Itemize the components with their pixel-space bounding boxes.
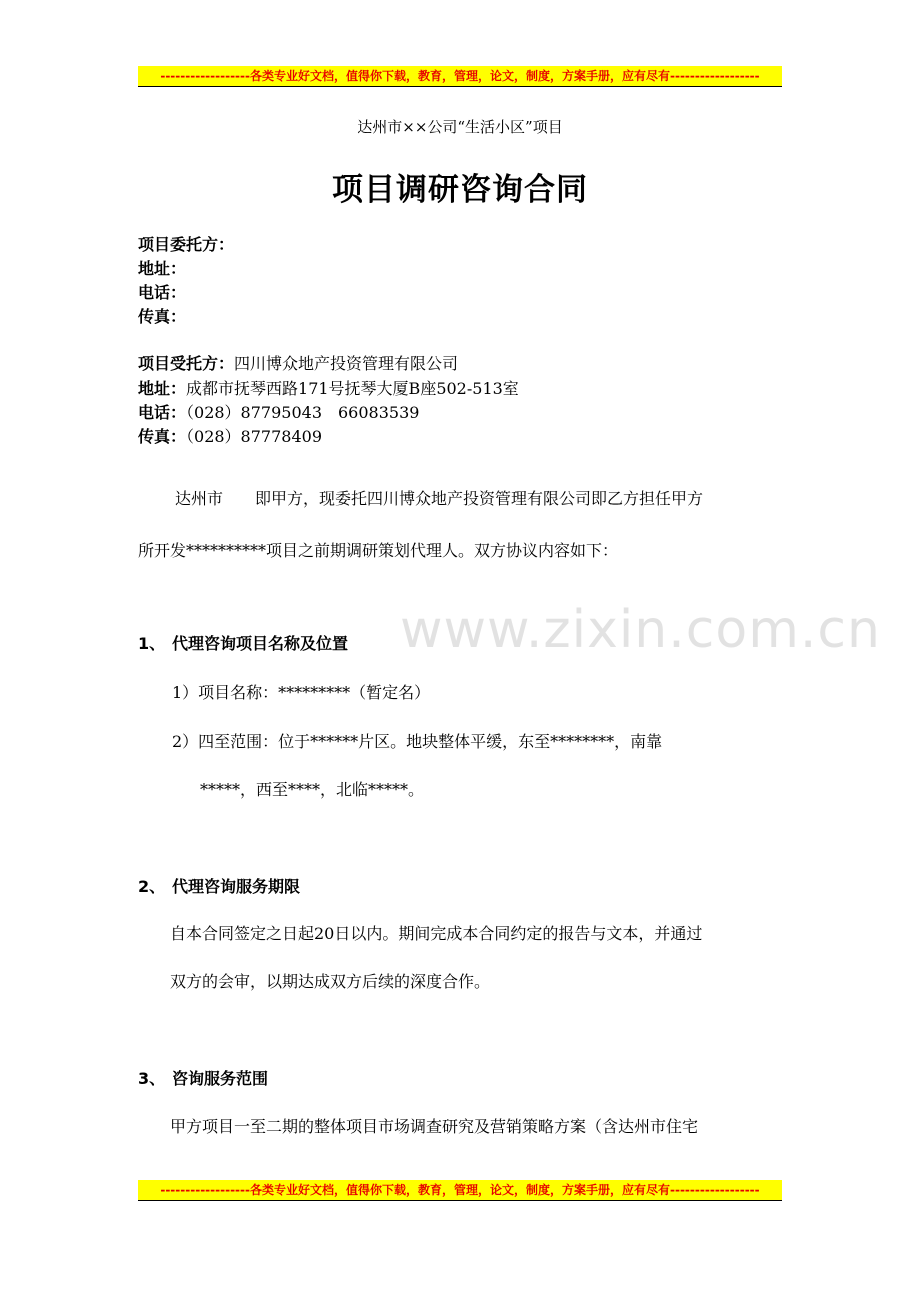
agent-party-value: 四川博众地产投资管理有限公司	[234, 354, 459, 373]
client-phone-line	[138, 281, 186, 305]
section-3-number: 3、	[138, 1069, 166, 1088]
client-party-line	[138, 233, 234, 257]
section-2-line-2: 双方的会审，以期达成双方后续的深度合作。	[170, 972, 491, 991]
section-2-number: 2、	[138, 877, 166, 896]
section-1-title: 代理咨询项目名称及位置	[172, 634, 349, 653]
section-1-item-range-line-1: 2）四至范围：位于******片区。地块整体平缓，东至********，南靠	[172, 732, 663, 751]
footer-rule	[138, 1200, 782, 1201]
client-party-label: 项目委托方：	[138, 235, 235, 254]
footer-banner: ------------------各类专业好文档，值得你下载，教育，管理，论文，制度，方案手册，应有尽有------------------	[138, 1180, 782, 1200]
agent-party-label: 项目受托方：	[138, 354, 235, 373]
header-banner: ------------------各类专业好文档，值得你下载，教育，管理，论文，制度，方案手册，应有尽有------------------	[138, 66, 782, 86]
client-phone-label: 电话：	[138, 283, 187, 302]
document-subtitle: 达州市××公司“生活小区”项目	[357, 118, 563, 136]
section-2-heading	[138, 874, 300, 897]
document-title: 项目调研咨询合同	[332, 172, 588, 208]
agent-address-line	[138, 377, 519, 401]
agent-address-value: 成都市抚琴西路171号抚琴大厦B座502-513室	[186, 379, 519, 398]
section-2-title: 代理咨询服务期限	[172, 877, 301, 896]
section-2-line-1: 自本合同签定之日起20日以内。期间完成本合同约定的报告与文本，并通过	[170, 924, 703, 943]
agent-phone-label: 电话：	[138, 403, 187, 422]
client-fax-label: 传真：	[138, 307, 187, 326]
section-3-heading	[138, 1066, 268, 1089]
agent-fax-label: 传真：	[138, 427, 187, 446]
section-1-number: 1、	[138, 634, 166, 653]
section-3-line-1: 甲方项目一至二期的整体项目市场调查研究及营销策略方案（含达州市住宅	[170, 1117, 699, 1136]
header-rule	[138, 86, 782, 87]
section-3-title: 咨询服务范围	[172, 1069, 269, 1088]
agent-phone-value: （028）87795043 66083539	[186, 403, 420, 422]
intro-line-1: 达州市 即甲方，现委托四川博众地产投资管理有限公司即乙方担任甲方	[175, 489, 704, 508]
agent-phone-line	[138, 401, 419, 425]
section-1-heading	[138, 631, 348, 654]
watermark: www.zixin.com.cn	[400, 600, 881, 660]
agent-party-line	[138, 352, 458, 376]
client-address-label: 地址：	[138, 259, 187, 278]
section-1-item-name: 1）项目名称：*********（暂定名）	[172, 683, 431, 702]
intro-line-2: 所开发**********项目之前期调研策划代理人。双方协议内容如下：	[138, 541, 619, 560]
client-address-line	[138, 257, 186, 281]
client-fax-line	[138, 305, 186, 329]
section-1-item-range-line-2: *****，西至****，北临*****。	[200, 780, 425, 799]
agent-address-label: 地址：	[138, 379, 187, 398]
agent-fax-value: （028）87778409	[186, 427, 322, 446]
agent-fax-line	[138, 425, 322, 449]
